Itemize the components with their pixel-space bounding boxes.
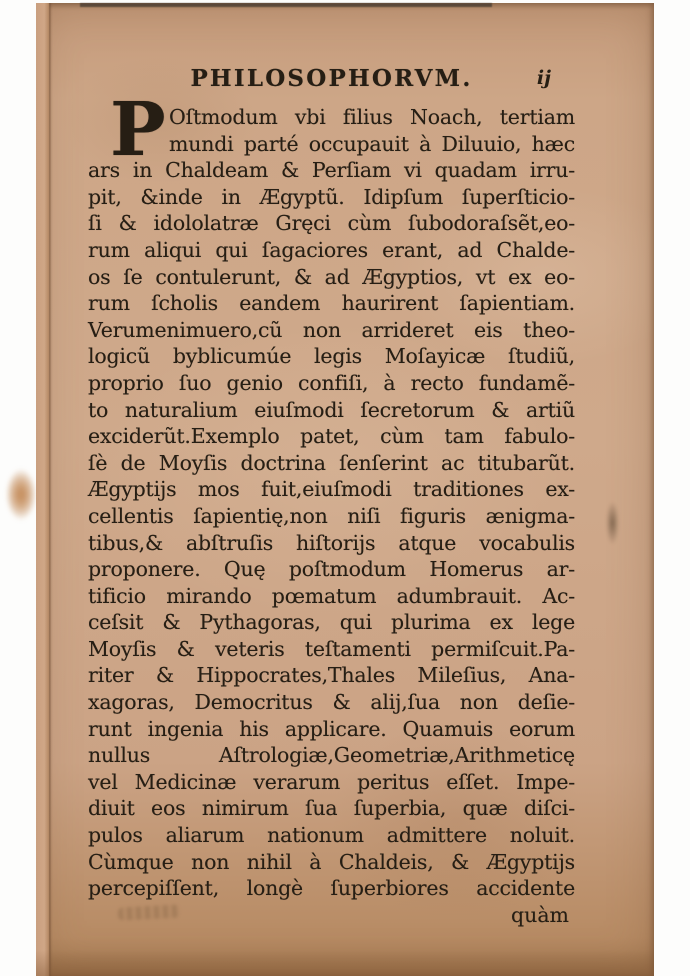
text-line: pulos aliarum nationum admittere noluit. — [88, 823, 575, 848]
page-number: ij — [536, 67, 551, 89]
text-line: xagoras, Democritus & alij,ſua non deſie- — [88, 690, 575, 715]
text-line: os ſe contulerunt, & ad Ægyptios, vt ex eo- — [88, 264, 575, 289]
text-line: ſi & idololatræ Gręci cùm ſubodoraſsẽt,eo- — [88, 211, 575, 236]
left-margin-stain — [6, 468, 36, 518]
text-line: runt ingenia his applicare. Quamuis eorum — [88, 716, 575, 741]
text-line: exciderũt.Exemplo patet, cùm tam fabulo- — [88, 424, 575, 449]
text-line: rum ſcholis eandem haurirent ſapientiam. — [88, 291, 575, 316]
text-line: Cùmque non nihil à Chaldeis, & Ægyptijs — [88, 849, 575, 874]
text-line: tibus,& abſtruſis hiſtorijs atque vocabulis — [88, 530, 575, 555]
text-line: to naturalium eiuſmodi ſecretorum & artiũ — [88, 397, 575, 422]
text-block — [88, 87, 575, 929]
text-line: percepiſſent, longè ſuperbiores accidente — [88, 876, 575, 901]
text-line: ſè de Moyſis doctrina ſenſerint ac titubarũt. — [88, 450, 575, 475]
text-line: Moyſis & veteris teſtamenti permiſcuit.Pa- — [88, 636, 575, 661]
text-line: logicũ byblicumúe legis Moſayicæ ſtudiũ, — [88, 344, 575, 369]
scan-top-edge-shadow — [80, 3, 492, 7]
text-line: ars in Chaldeam & Perſiam vi quadam irru- — [88, 158, 575, 183]
drop-cap-initial: P — [110, 87, 166, 173]
text-line: vel Medicinæ verarum peritus eſſet. Impe- — [88, 769, 575, 794]
text-line: Oſtmodum vbi filius Noach, tertiam — [169, 105, 575, 129]
text-line: cellentis ſapientię,non niſi figuris ænigma- — [88, 503, 575, 528]
page-content — [88, 65, 575, 929]
text-line: mundi parté occupauit à Diluuio, hæc — [169, 131, 575, 156]
header-title: PHILOSOPHORVM. — [190, 65, 473, 92]
text-line: diuit eos nimirum ſua ſuperbia, quæ diſci- — [88, 796, 575, 821]
page-bottom-shadow — [36, 950, 654, 976]
text-line: rum aliqui qui ſagaciores erant, ad Chalde- — [88, 237, 575, 262]
catchword: quàm — [511, 902, 569, 927]
text-line: Verumenimuero,cũ non arrideret eis theo- — [88, 317, 575, 342]
text-line: proponere. Quę poſtmodum Homerus ar- — [88, 557, 575, 582]
text-line: nullus Aſtrologiæ,Geometriæ,Arithmeticę — [88, 743, 575, 768]
book-page-scan — [36, 3, 654, 976]
text-line: proprio ſuo genio confiſi, à recto fundamẽ- — [88, 370, 575, 395]
text-line: Ægyptijs mos fuit,eiuſmodi traditiones ex- — [88, 477, 575, 502]
text-line: pit, &inde in Ægyptũ. Idipſum ſuperſticio- — [88, 184, 575, 209]
text-line: riter & Hippocrates,Thales Mileſius, Ana- — [88, 663, 575, 688]
ink-smear-stain — [606, 501, 619, 545]
text-line: tificio mirando pœmatum adumbrauit. Ac- — [88, 583, 575, 608]
text-line: ceſsit & Pythagoras, qui plurima ex lege — [88, 610, 575, 635]
page-crease — [49, 3, 53, 976]
